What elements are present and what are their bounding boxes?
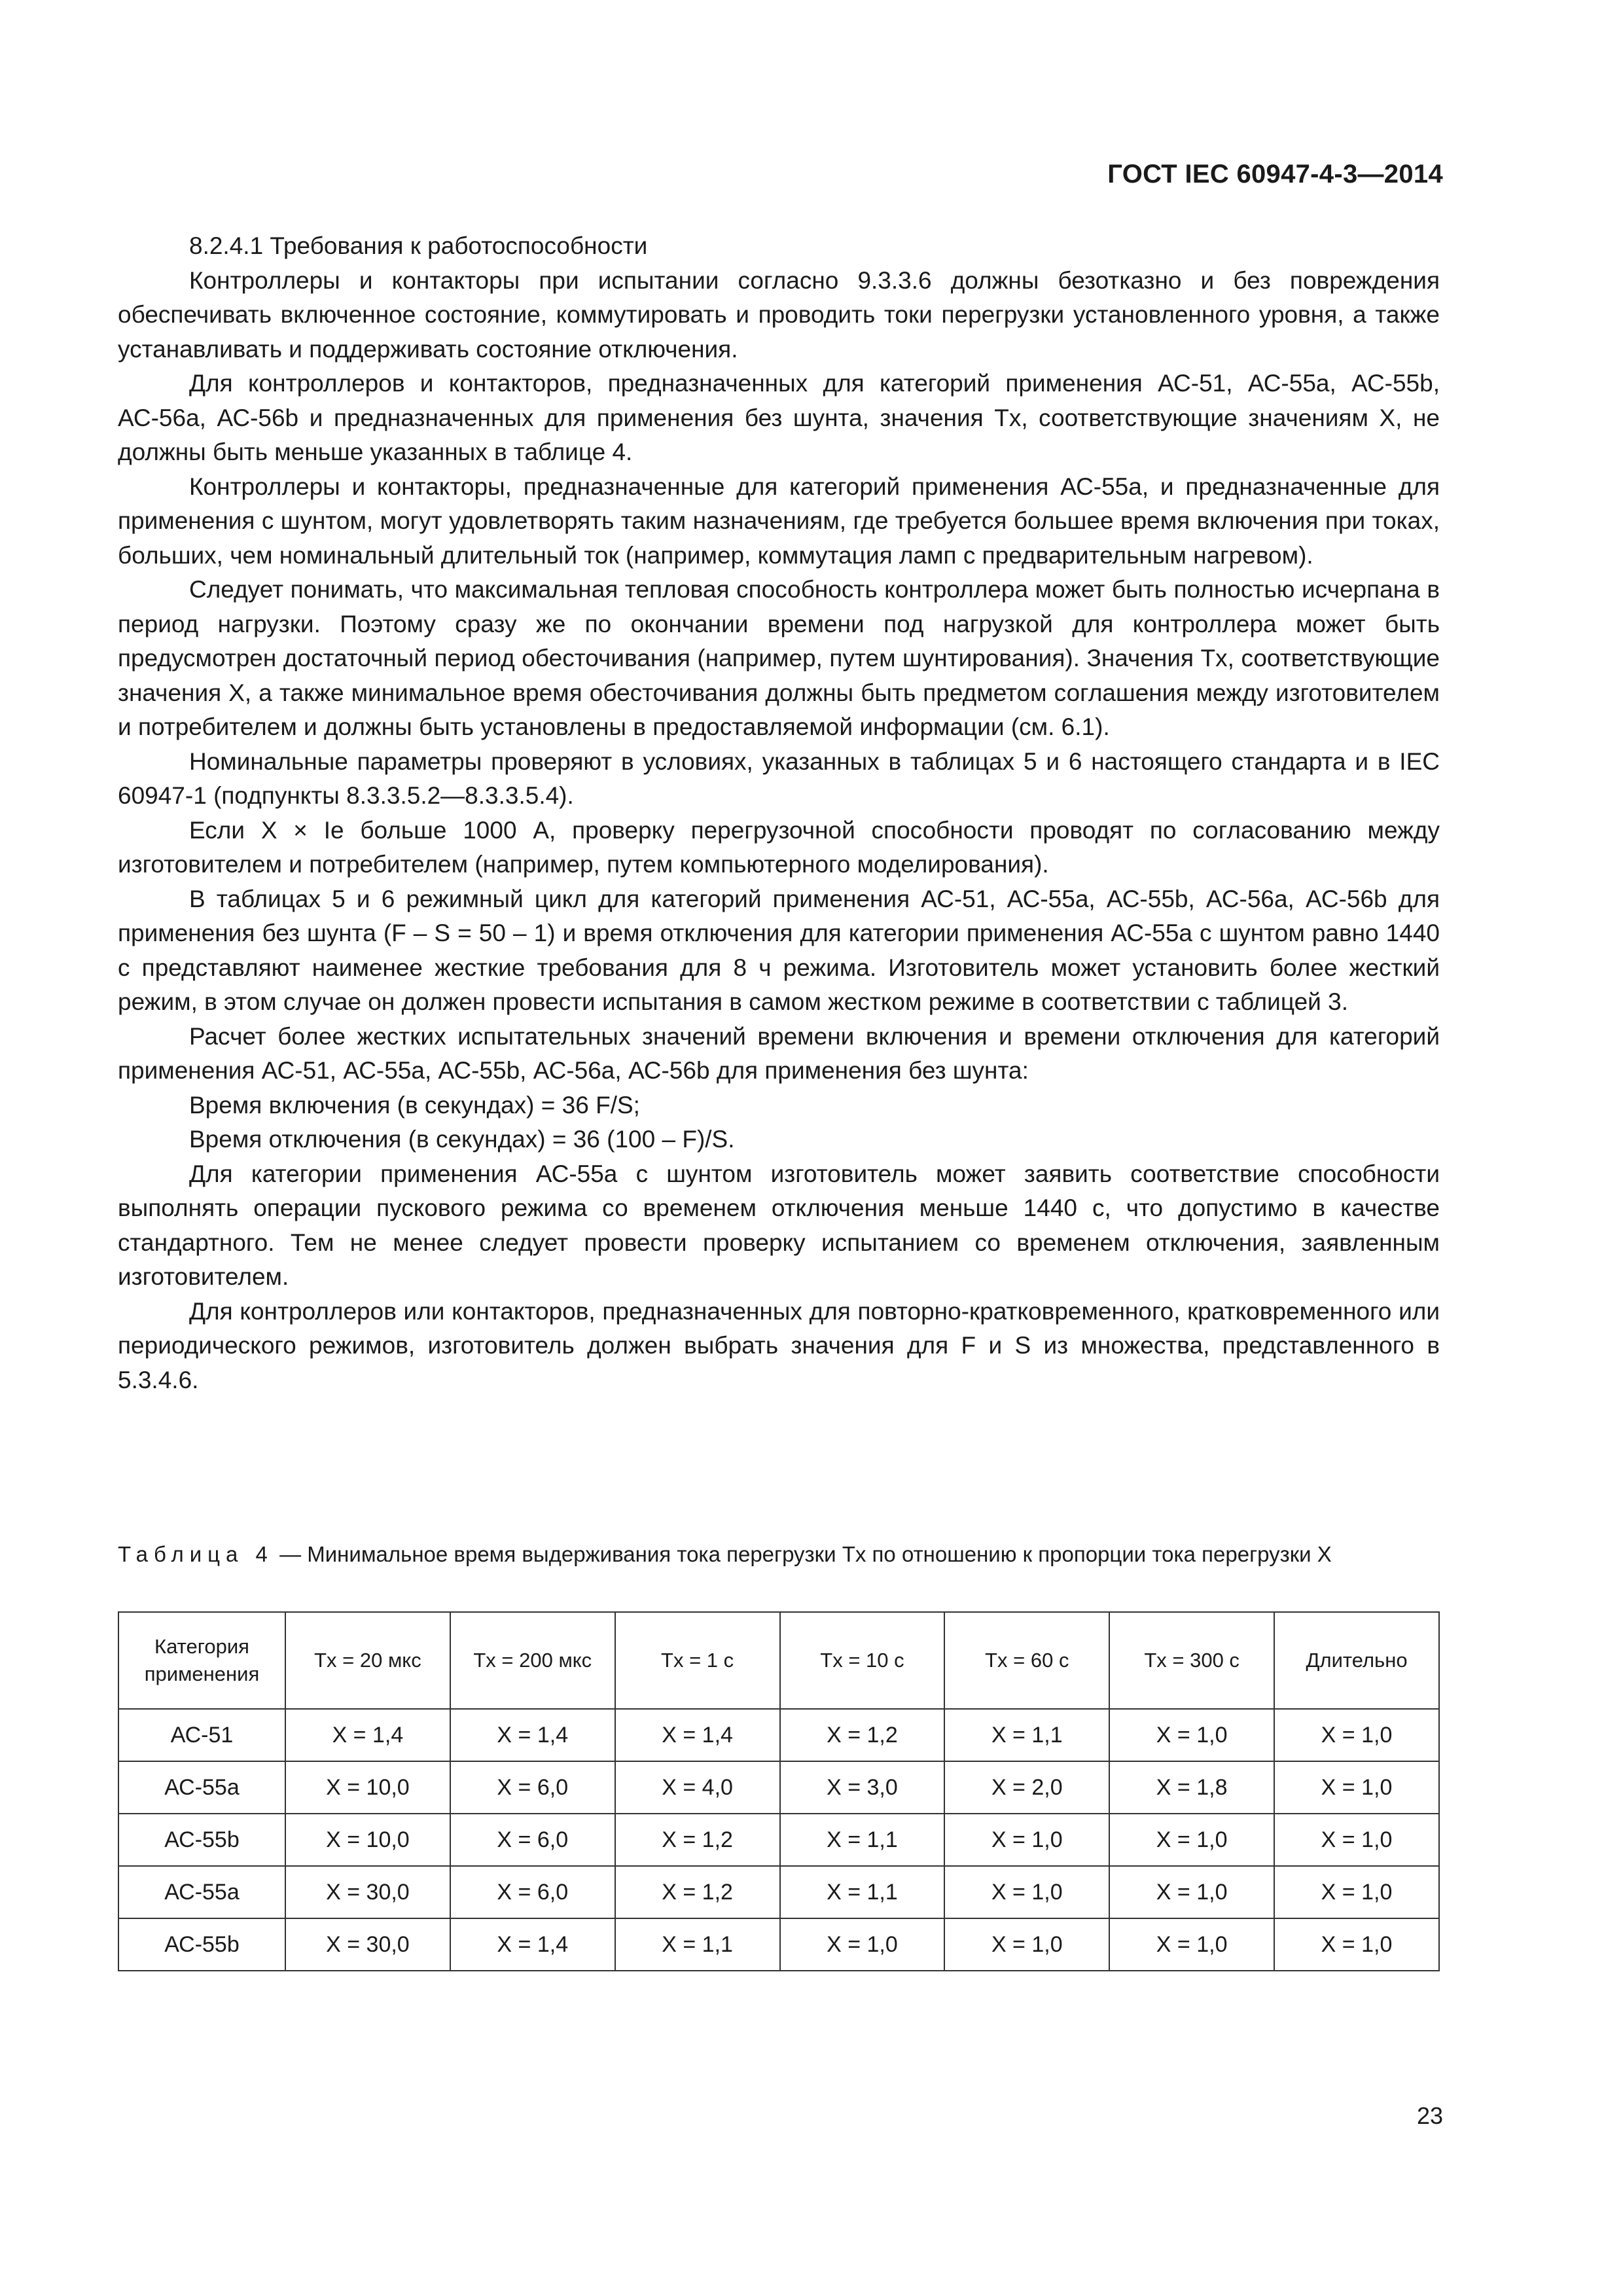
table-cell: АС-51 [118,1709,285,1761]
table-cell: X = 1,4 [615,1709,780,1761]
body-text [118,229,1440,1397]
page-number: 23 [1416,2102,1443,2129]
paragraph: Следует понимать, что максимальная тепловая способность контроллера может быть полностью исчерпана в период нагрузки. Поэтому сразу же по окончании времени под нагрузкой для контроллера может быть предусмотрен достаточный период обесточивания (например, путем шунтирования). Значения Tx, соответствующие значения X, а также минимальное время обесточивания должны быть предметом соглашения между изготовителем и потребителем и должны быть установлены в предоставляемой информации (см. 6.1). [118,576,1440,740]
paragraph: Если X × Ie больше 1000 А, проверку перегрузочной способности проводят по согласованию между изготовителем и потребителем (например, путем компьютерного моделирования). [118,816,1440,878]
table-cell: X = 1,1 [615,1918,780,1971]
formula-off-time: Время отключения (в секундах) = 36 (100 – F)/S. [189,1126,735,1153]
table-header-row [118,1612,1439,1709]
table-cell: X = 1,0 [780,1918,945,1971]
table-cell: X = 30,0 [285,1918,450,1971]
document-header: ГОСТ IEC 60947-4-3—2014 [1107,160,1443,188]
table-cell: АС-55b [118,1918,285,1971]
table-cell: АС-55а [118,1761,285,1814]
overload-table [118,1611,1440,1971]
table-caption-label: Таблица 4 [118,1542,274,1566]
table-row [118,1709,1439,1761]
table-cell: X = 1,1 [780,1866,945,1918]
table-cell: X = 1,2 [615,1814,780,1866]
paragraph: Для контроллеров и контакторов, предназначенных для категорий применения АС-51, АС-55а, АС-55b, АС-56а, АС-56b и предназначенных для применения без шунта, значения Tx, соответствующие значениям X, не должны быть меньше указанных в таблице 4. [118,370,1440,465]
paragraph: Номинальные параметры проверяют в условиях, указанных в таблицах 5 и 6 настоящего стандарта и в IEC 60947-1 (подпункты 8.3.3.5.2—8.3.3.5.4). [118,747,1440,809]
table-cell: X = 1,0 [1274,1866,1439,1918]
table-cell: X = 1,4 [285,1709,450,1761]
column-header: Tx = 200 мкс [450,1612,615,1709]
table-cell: X = 3,0 [780,1761,945,1814]
table-cell: X = 6,0 [450,1814,615,1866]
section-heading: 8.2.4.1 Требования к работоспособности [189,232,648,259]
table-cell: X = 1,8 [1109,1761,1274,1814]
column-header: Tx = 1 с [615,1612,780,1709]
table-cell: X = 1,1 [780,1814,945,1866]
table-cell: X = 1,1 [944,1709,1109,1761]
table-caption-text: — Минимальное время выдерживания тока перегрузки Tx по отношению к пропорции тока перегрузки X [279,1542,1332,1566]
table-cell: X = 1,4 [450,1918,615,1971]
table-cell: X = 10,0 [285,1814,450,1866]
table-cell: X = 1,0 [1274,1814,1439,1866]
table-row [118,1761,1439,1814]
column-header: Tx = 300 с [1109,1612,1274,1709]
paragraph: Для категории применения АС-55а с шунтом изготовитель может заявить соответствие способности выполнять операции пускового режима со временем отключения меньше 1440 с, что допустимо в качестве стандартного. Тем не менее следует провести проверку испытанием со временем отключения, заявленным изготовителем. [118,1160,1440,1290]
paragraph: Контроллеры и контакторы при испытании согласно 9.3.3.6 должны безотказно и без повреждения обеспечивать включенное состояние, коммутировать и проводить токи перегрузки установленного уровня, а также устанавливать и поддерживать состояние отключения. [118,266,1440,363]
paragraph: Расчет более жестких испытательных значений времени включения и времени отключения для категорий применения АС-51, АС-55а, АС-55b, АС-56а, АС-56b для применения без шунта: [118,1022,1440,1084]
table-cell: X = 1,2 [780,1709,945,1761]
table-cell: X = 6,0 [450,1761,615,1814]
table-cell: X = 10,0 [285,1761,450,1814]
table-cell: X = 1,0 [944,1866,1109,1918]
paragraph: Для контроллеров или контакторов, предназначенных для повторно-кратковременного, кратковременного или периодического режимов, изготовитель должен выбрать значения для F и S из множества, представленного в 5.3.4.6. [118,1297,1440,1393]
table-row [118,1918,1439,1971]
table-cell: АС-55b [118,1814,285,1866]
table-cell: X = 1,0 [1109,1709,1274,1761]
table-caption [118,1540,1440,1569]
table-cell: X = 1,0 [1274,1918,1439,1971]
table-cell: X = 1,0 [1109,1918,1274,1971]
table-row [118,1814,1439,1866]
table-cell: X = 4,0 [615,1761,780,1814]
column-header: Длительно [1274,1612,1439,1709]
table-cell: X = 1,0 [944,1918,1109,1971]
paragraph: Контроллеры и контакторы, предназначенные для категорий применения АС-55а, и предназначенные для применения с шунтом, могут удовлетворять таким назначениям, где требуется большее время включения при токах, больших, чем номинальный длительный ток (например, коммутация ламп с предварительным нагревом). [118,473,1440,569]
formula-on-time: Время включения (в секундах) = 36 F/S; [189,1091,640,1119]
table-cell: X = 30,0 [285,1866,450,1918]
table-cell: X = 1,0 [1274,1761,1439,1814]
table-cell: X = 1,0 [1274,1709,1439,1761]
table-cell: X = 2,0 [944,1761,1109,1814]
column-header: Tx = 20 мкс [285,1612,450,1709]
table-row [118,1866,1439,1918]
column-header: Tx = 10 с [780,1612,945,1709]
table-cell: X = 1,4 [450,1709,615,1761]
table-cell: X = 1,0 [1109,1814,1274,1866]
table-cell: АС-55а [118,1866,285,1918]
table-cell: X = 1,2 [615,1866,780,1918]
table-cell: X = 1,0 [944,1814,1109,1866]
column-header: Tx = 60 с [944,1612,1109,1709]
table-cell: X = 6,0 [450,1866,615,1918]
paragraph: В таблицах 5 и 6 режимный цикл для категорий применения АС-51, АС-55а, АС-55b, АС-56а, АС-56b для применения без шунта (F – S = 50 – 1) и время отключения для категории применения АС-55а с шунтом равно 1440 с представляют наименее жесткие требования для 8 ч режима. Изготовитель может установить более жесткий режим, в этом случае он должен провести испытания в самом жестком режиме в соответствии с таблицей 3. [118,885,1440,1015]
table-cell: X = 1,0 [1109,1866,1274,1918]
column-header: Категория применения [118,1612,285,1709]
